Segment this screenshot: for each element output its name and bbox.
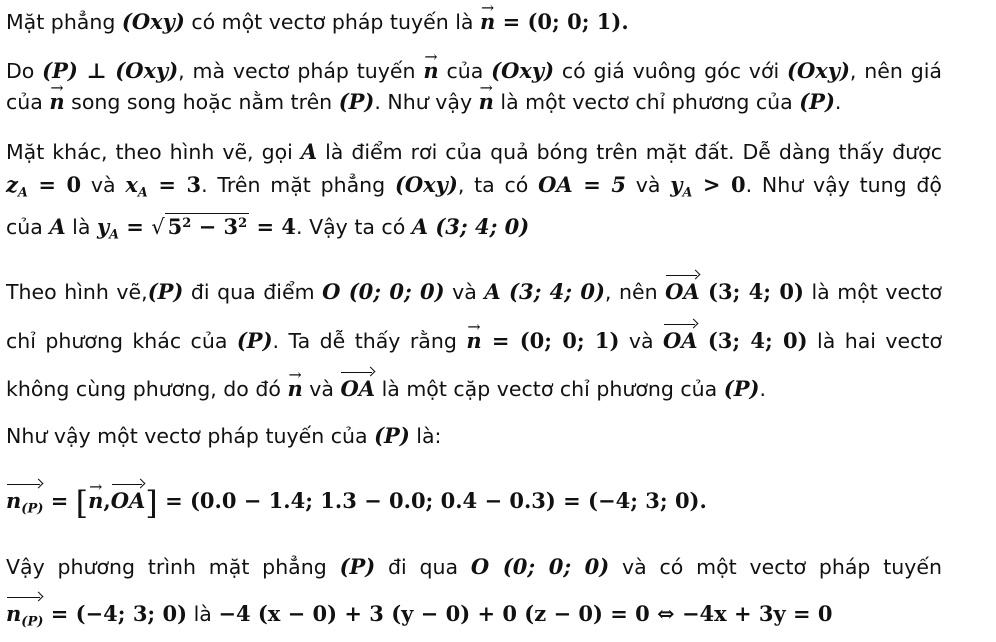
text: chỉ phương khác của [6,329,237,353]
text: là một vectơ [803,280,942,304]
text: là [187,602,219,626]
arrow-icon [340,368,375,378]
math: z [6,172,18,197]
text: và [626,173,671,197]
text: và [444,280,485,304]
text: và có một vectơ pháp tuyến [609,555,943,579]
line-6 [6,213,529,241]
text: . Như vậy [374,90,479,114]
text: Như vậy một vectơ pháp tuyến của [6,424,375,448]
math: y [96,214,110,239]
text: Do [6,59,43,83]
line-11 [6,484,707,522]
math: (Oxy) [121,9,185,34]
math: = (0.0 − 1.4; 1.3 − 0.0; 0.4 − 0.3) = (−4; 3; 0). [157,488,707,513]
text: của [438,59,492,83]
math: (Oxy) [491,58,555,83]
vector-n: → n [88,490,103,511]
text: của [6,90,50,114]
math: (P) [338,89,375,114]
text: . [759,377,766,401]
line-9 [6,374,766,400]
text: . Ta dễ thấy rằng [272,329,467,353]
sqrt [151,213,249,238]
text: song song hoặc nằm trên [64,90,339,114]
math: (Oxy) [394,172,458,197]
text: là hai vectơ [807,329,943,353]
math: A [49,214,66,239]
text: , nên giá [849,59,942,83]
math: O (0; 0; 0) [470,554,610,579]
arrow-icon [6,480,43,490]
math: (Oxy) [787,58,850,83]
line-1 [6,11,629,33]
text: là một cặp vectơ chỉ phương của [375,377,724,401]
arrow-icon [111,480,146,490]
line-10 [6,425,441,447]
math: , [103,488,111,513]
math-sub: (P) [21,614,44,630]
text: , mà vectơ pháp tuyến [178,59,424,83]
text: không cùng phương, do đó [6,377,288,401]
math: y [670,172,683,197]
math: (3; 4; 0) [699,279,804,304]
text: , ta có [457,173,539,197]
bracket-right: ] [145,484,158,522]
text: đi qua điểm [183,280,323,304]
text: , nên [604,280,666,304]
sqrt-icon: √ [151,215,165,239]
line-12 [6,556,942,578]
math: (P) [374,423,410,448]
math: (P) [147,279,184,304]
math: = 3 [147,172,202,197]
text: và [302,377,341,401]
vector-n-p [6,486,43,516]
line-2 [6,60,942,82]
math: = 4 [249,214,297,239]
text: là [65,215,97,239]
math: (P) ⊥ (Oxy) [42,58,179,83]
text: Vậy phương trình mặt phẳng [6,555,340,579]
math-sub: A [109,226,119,242]
equation: −4 (x − 0) + 3 (y − 0) + 0 (z − 0) = 0 ⇔ −4x + 3y = 0 [218,601,833,626]
math: = [119,214,152,239]
vector-n: → n [480,11,495,32]
math: > 0 [692,172,746,197]
math: A (3; 4; 0) [411,214,530,239]
line-5 [6,174,942,199]
vector-oa [663,326,698,351]
math: OA [340,376,376,401]
vector-n: → n [49,91,64,112]
vector-oa [111,486,146,511]
text: Mặt khác, theo hình vẽ, gọi [6,140,301,164]
vector-n: → n [479,91,494,112]
text: . [834,90,842,114]
math: (P) [723,376,760,401]
text: Theo hình vẽ, [6,280,148,304]
text: có giá vuông góc với [554,59,788,83]
arrow-icon [665,271,700,281]
math: (P) [799,89,835,114]
vector-oa [665,277,700,302]
math: = (−4; 3; 0) [43,601,188,626]
arrow-icon [6,593,43,603]
math-sub: A [17,184,28,200]
vector-n: → n [423,60,438,81]
math: = 0 [27,172,82,197]
line-8 [6,326,942,352]
math: = [43,488,76,513]
bracket-left: [ [75,484,89,522]
line-3 [6,91,841,113]
text: . Vậy ta có [296,215,412,239]
vector-n: → n [287,378,302,399]
math: (3; 4; 0) [697,328,808,353]
text: là: [409,424,442,448]
text: đi qua [375,555,471,579]
text: . Như vậy tung độ [745,173,942,197]
math: x [125,172,138,197]
math: OA [665,279,700,304]
text: . Trên mặt phẳng [201,173,395,197]
math: = (0; 0; 1) [481,328,620,353]
text: Mặt phẳng [6,10,122,34]
math-sub: A [682,184,693,200]
radicand [165,213,250,237]
math: A (3; 4; 0) [484,279,605,304]
text: có một vectơ pháp tuyến là [184,10,480,34]
vector-n-p [6,599,43,629]
math: (P) [339,554,376,579]
math: O (0; 0; 0) [322,279,445,304]
math: OA [110,488,146,513]
line-7 [6,277,942,303]
math: − 3 [191,214,239,239]
math: OA [663,328,698,353]
math: A [300,139,318,164]
math: n [6,488,22,513]
math: n [6,601,22,626]
math: 5 [167,214,183,239]
math-sub: (P) [21,501,44,517]
math: = (0; 0; 1). [495,9,629,34]
text: là điểm rơi của quả bóng trên mặt đất. Dễ dàng thấy được [317,140,942,164]
math-sup: 2 [238,215,248,231]
math: (P) [236,328,273,353]
vector-oa [340,374,375,399]
line-4 [6,141,942,163]
text: của [6,215,50,239]
text: là một vectơ chỉ phương của [493,90,800,114]
math-sub: A [137,184,148,200]
math-sup: 2 [182,215,192,231]
arrow-icon [663,320,698,330]
vector-n: → n [466,330,481,351]
text: và [81,173,126,197]
line-13 [6,599,833,629]
text: và [619,329,664,353]
math: OA = 5 [538,172,626,197]
